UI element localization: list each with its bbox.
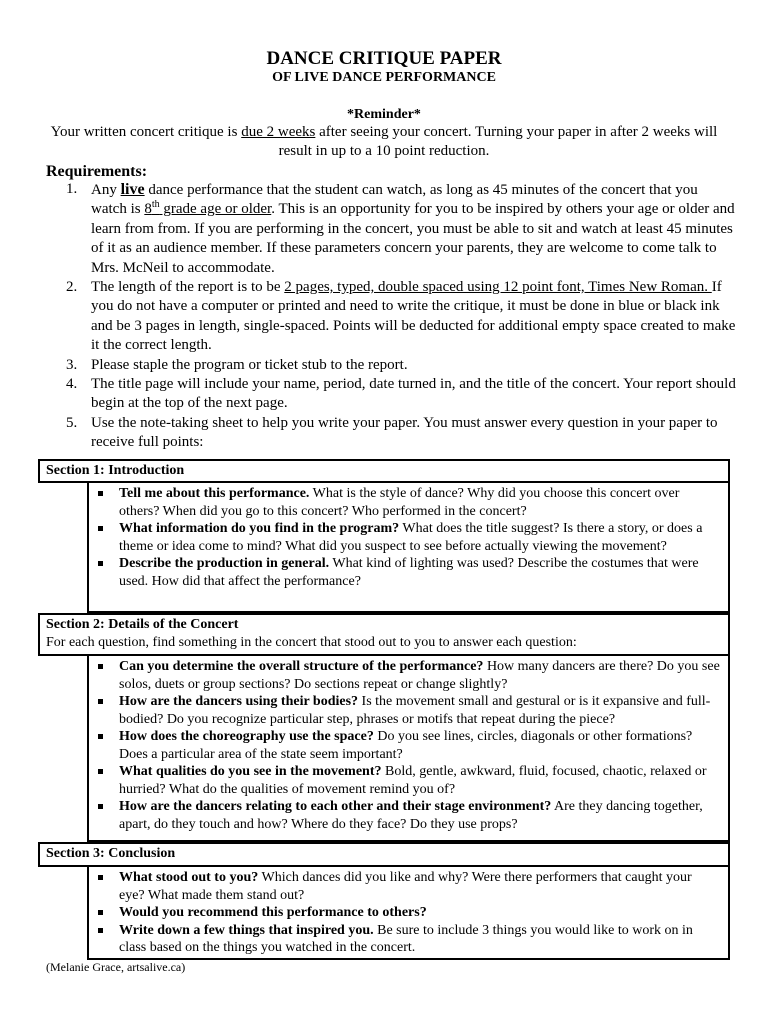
square-bullet-icon xyxy=(98,734,103,739)
list-item xyxy=(89,658,720,693)
section-intro: For each question, find something in the concert that stood out to you to answer each question: xyxy=(46,635,577,650)
section-1-bullets xyxy=(89,485,720,590)
bullet-text: Which dances did you like and why? Were there performers that caught your eye? What made them stand out? xyxy=(119,870,692,903)
list-item xyxy=(89,485,720,520)
item-text: . This is an opportunity for you to be inspired by others your age or older and learn from from. If you are performing in the concert, you must be able to sit and watch at least 45 minutes of it as an audience member. If these parameters concern your parents, they are welcome to come talk to Mrs. McNeil to accommodate. xyxy=(91,201,735,276)
item-number: 4. xyxy=(66,376,78,393)
section-2-body xyxy=(87,656,730,842)
square-bullet-icon xyxy=(98,699,103,704)
bullet-lead: Would you recommend this performance to others? xyxy=(119,905,427,920)
bullet-lead: How are the dancers relating to each other and their stage environment? xyxy=(119,799,552,814)
square-bullet-icon xyxy=(98,875,103,880)
bullet-lead: Tell me about this performance. xyxy=(119,486,310,501)
section-3-body xyxy=(87,867,730,960)
reminder-heading: *Reminder* xyxy=(347,107,421,122)
square-bullet-icon xyxy=(98,664,103,669)
bullet-text: What does the title suggest? Is there a story, or does a theme or idea come to mind? What did you suspect to see before actually viewing the movement? xyxy=(119,521,703,554)
requirement-item xyxy=(46,375,736,414)
section-title: Section 3: Conclusion xyxy=(46,846,176,861)
section-3-bullets xyxy=(89,869,720,957)
section-title: Section 1: Introduction xyxy=(46,463,185,478)
reminder-text-part: Your written concert critique is xyxy=(50,124,242,140)
due-date-underlined: due 2 weeks xyxy=(241,124,316,140)
reminder-text-part: after seeing your concert. Turning your paper in after 2 weeks will result in up to a 10 point reduction. xyxy=(278,124,718,159)
item-text: 8 xyxy=(144,201,152,218)
bullet-lead: How does the choreography use the space? xyxy=(119,729,374,744)
list-item xyxy=(89,728,720,763)
section-2-bullets xyxy=(89,658,720,833)
bullet-text: Do you see lines, circles, diagonals or other formations? Does a particular area of the state seem important? xyxy=(119,729,693,762)
square-bullet-icon xyxy=(98,769,103,774)
section-title: Section 2: Details of the Concert xyxy=(46,617,239,632)
length-requirement-underlined: 2 pages, typed, double spaced using 12 point font, Times New Roman. xyxy=(284,279,712,296)
item-number: 3. xyxy=(66,356,78,373)
requirement-item xyxy=(46,180,736,278)
bullet-text: Are they dancing together, apart, do they touch and how? Where do they face? Do they use props? xyxy=(119,799,703,832)
item-text: grade age or older xyxy=(159,201,272,218)
square-bullet-icon xyxy=(98,928,103,933)
bullet-lead: Describe the production in general. xyxy=(119,556,330,571)
item-text: Please staple the program or ticket stub to the report. xyxy=(91,356,408,373)
page-subtitle: OF LIVE DANCE PERFORMANCE xyxy=(272,70,496,85)
square-bullet-icon xyxy=(98,561,103,566)
requirements-heading: Requirements: xyxy=(46,163,148,180)
bullet-text: Bold, gentle, awkward, fluid, focused, chaotic, relaxed or hurried? What do the qualities of movement remind you of? xyxy=(119,764,707,797)
bullet-lead: Write down a few things that inspired you. xyxy=(119,922,374,938)
item-text: Any xyxy=(91,182,121,198)
item-number: 5. xyxy=(66,414,78,431)
requirement-item xyxy=(46,356,736,375)
live-emphasis: live xyxy=(120,181,145,198)
list-item xyxy=(89,763,720,798)
bullet-lead: How are the dancers using their bodies? xyxy=(119,694,359,709)
source-credit: (Melanie Grace, artsalive.ca) xyxy=(46,960,186,974)
bullet-lead: What qualities do you see in the movement? xyxy=(119,764,382,779)
requirement-item xyxy=(46,278,736,356)
bullet-lead: What stood out to you? xyxy=(119,870,259,885)
item-number: 2. xyxy=(66,279,78,296)
section-1-heading xyxy=(38,459,730,483)
requirements-list xyxy=(46,180,736,453)
item-text: The length of the report is to be xyxy=(91,279,285,296)
square-bullet-icon xyxy=(98,804,103,809)
bullet-text: What is the style of dance? Why did you choose this concert over others? When did you go to this concert? Who performed in the concert? xyxy=(119,486,680,519)
section-1-body xyxy=(87,483,730,613)
list-item xyxy=(89,798,720,833)
bullet-lead: Can you determine the overall structure of the performance? xyxy=(119,659,484,674)
square-bullet-icon xyxy=(98,910,103,915)
section-3-heading xyxy=(38,842,730,867)
bullet-text: Is the movement small and gestural or is it expansive and full-bodied? Do you recognize particular step, phrases or motifs that repeat during the piece? xyxy=(119,694,711,727)
bullet-text: What kind of lighting was used? Describe the costumes that were used. How did that affect the performance? xyxy=(119,556,699,589)
list-item xyxy=(89,869,720,904)
bullet-text: How many dancers are there? Do you see solos, duets or group sections? Do sections repeat or change slightly? xyxy=(119,659,720,692)
item-text: If you do not have a computer or printed and need to write the critique, it must be done in blue or black ink and be 3 pages in length, single-spaced. Points will be deducted for additional empty space created to make it the correct length. xyxy=(91,279,736,354)
item-text: dance performance that the student can watch, as long as 45 minutes of the concert that you watch is xyxy=(91,182,698,218)
superscript: th xyxy=(151,199,160,211)
bullet-lead: What information do you find in the program? xyxy=(119,521,400,536)
list-item xyxy=(89,555,720,590)
item-number: 1. xyxy=(66,181,78,197)
list-item xyxy=(89,922,720,957)
page-title: DANCE CRITIQUE PAPER xyxy=(266,48,502,69)
age-requirement-underlined xyxy=(144,201,271,217)
section-2-heading xyxy=(38,613,730,656)
square-bullet-icon xyxy=(98,526,103,531)
list-item xyxy=(89,520,720,555)
requirement-item xyxy=(46,414,736,453)
list-item xyxy=(89,693,720,728)
square-bullet-icon xyxy=(98,491,103,496)
item-text: Use the note-taking sheet to help you write your paper. You must answer every question in your paper to receive full points: xyxy=(91,414,718,451)
item-text: The title page will include your name, period, date turned in, and the title of the concert. Your report should begin at the top of the next page. xyxy=(91,376,736,412)
reminder-text xyxy=(50,123,718,161)
bullet-text: Be sure to include 3 things you would like to work on in class based on the things you watched in the concert. xyxy=(119,922,693,955)
list-item xyxy=(89,904,720,922)
